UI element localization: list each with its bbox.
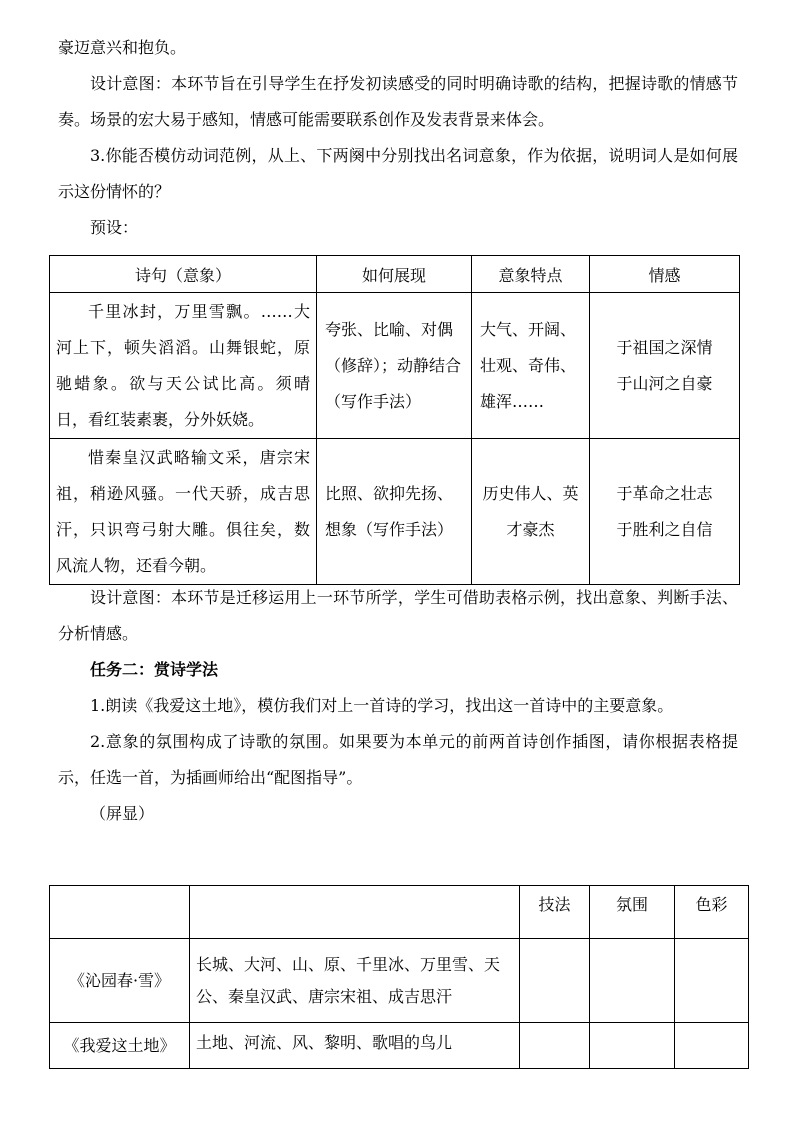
table-row [50,293,740,439]
table-header-row [50,886,749,939]
feature-cell: 历史伟人、英才豪杰 [472,439,590,585]
color-cell [675,939,749,1023]
imagery-cell: 土地、河流、风、黎明、歌唱的鸟儿 [190,1023,520,1069]
header-emotion: 情感 [590,256,740,293]
document-page [58,30,738,246]
illustration-guide-table [49,885,749,1069]
emotion-cell [590,439,740,585]
header-color: 色彩 [675,886,749,939]
question-1: 1.朗读《我爱这土地》，模仿我们对上一首诗的学习，找出这一首诗中的主要意象。 [90,696,674,715]
screen-display-label: （屏显） [90,804,155,823]
method-cell: 比照、欲抑先扬、想象（写作手法） [317,439,472,585]
verse-cell: 惜秦皇汉武略输文采，唐宗宋祖，稍逊风骚。一代天骄，成吉思汗，只识弯弓射大雕。俱往矣，数风流人物，还看今朝。 [50,439,317,585]
header-verse: 诗句（意象） [50,256,317,293]
emotion-line: 于革命之壮志 [616,483,713,503]
poem-name-cell: 《沁园春·雪》 [50,939,190,1023]
method-cell: 夸张、比喻、对偶（修辞）；动静结合（写作手法） [317,293,472,439]
color-cell [675,1023,749,1069]
verse-cell: 千里冰封，万里雪飘。……大河上下，顿失滔滔。山舞银蛇，原驰蜡象。欲与天公试比高。须晴日，看红装素裹，分外妖娆。 [50,293,317,439]
atmosphere-cell [590,1023,675,1069]
table-row [50,1023,749,1069]
emotion-cell [590,293,740,439]
paragraph-continuation: 豪迈意兴和抱负。 [58,38,187,57]
table-row [50,939,749,1023]
header-method: 如何展现 [317,256,472,293]
table-row [50,439,740,585]
design-intent-2: 设计意图：本环节是迁移运用上一环节所学，学生可借助表格示例，找出意象、判断手法、分析情感。 [58,588,738,643]
header-atmosphere: 氛围 [590,886,675,939]
emotion-line: 于祖国之深情 [616,337,713,357]
technique-cell [520,1023,590,1069]
header-feature: 意象特点 [472,256,590,293]
imagery-cell: 长城、大河、山、原、千里冰、万里雪、天公、秦皇汉武、唐宗宋祖、成吉思汗 [190,939,520,1023]
document-page-lower [58,580,738,832]
header-technique: 技法 [520,886,590,939]
poem-name-cell: 《我爱这土地》 [50,1023,190,1069]
table-header-row [50,256,740,293]
question-2: 2.意象的氛围构成了诗歌的氛围。如果要为本单元的前两首诗创作插图，请你根据表格提示，任选一首，为插画师给出“配图指导”。 [58,732,738,787]
question-3: 3.你能否模仿动词范例，从上、下两阕中分别找出名词意象，作为依据，说明词人是如何展示这份情怀的？ [58,146,738,201]
feature-cell: 大气、开阔、壮观、奇伟、雄浑…… [472,293,590,439]
task-2-heading: 任务二：赏诗学法 [90,660,219,679]
preset-label: 预设： [90,218,139,237]
technique-cell [520,939,590,1023]
imagery-analysis-table [49,255,740,585]
header-empty [50,886,190,939]
design-intent-1: 设计意图：本环节旨在引导学生在抒发初读感受的同时明确诗歌的结构，把握诗歌的情感节奏。场景的宏大易于感知，情感可能需要联系创作及发表背景来体会。 [58,74,738,129]
atmosphere-cell [590,939,675,1023]
emotion-line: 于胜利之自信 [616,519,713,539]
header-empty [190,886,520,939]
emotion-line: 于山河之自豪 [616,373,713,393]
